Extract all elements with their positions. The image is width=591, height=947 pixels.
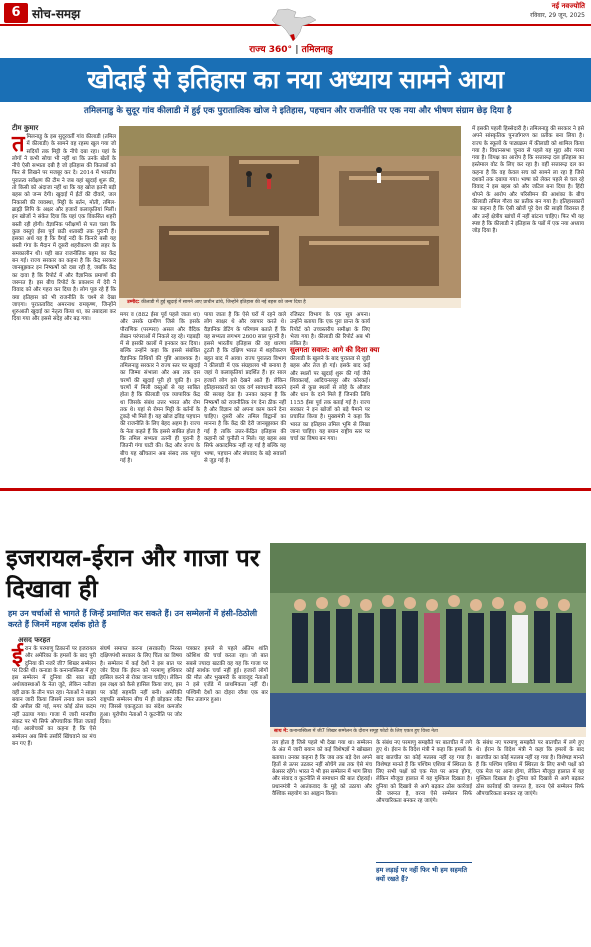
page-number: 6 bbox=[4, 3, 28, 23]
story2-column-4b: के संबंध नए परमाणु समझौते पर बातचीत में लगे हुए थे। ईरान के विदेश मंत्री ने कहा कि हमलों के बाद बातचीत का कोई मतलब नहीं रह गया है। विशेषज्ञ मानते हैं कि पश्चिम एशिया में स्थिरता के लिए सभी पक्षों को एक मेज पर आना होगा, लेकिन मौजूदा हालात में यह मुश्किल दिखता है। दुनिया को दिखावे से आगे बढ़कर ठोस कार्रवाई की जरूरत है, वरना ऐसे सम्मेलन सिर्फ औपचारिकता बनकर रह जाएंगे। bbox=[376, 740, 472, 805]
banner-separator-icon: | bbox=[295, 45, 299, 55]
excavation-photo bbox=[119, 126, 461, 298]
story2-pull-quote: हम लड़ाई पर नहीं फिर भी हम सहमति क्यों रखते हैं? bbox=[376, 862, 472, 884]
story2-column-3: पत्रकार हमले से पहले अंतिम शांति कोशिश की चर्चा करता रहा। जो बात सबसे ज्यादा खटकी वह यह कि गाजा पर कोई सार्थक चर्चा नहीं हुई। हजारों लोगों की मौत और भुखमरी के बावजूद नेताओं ने इसे एजेंडे में प्राथमिकता नहीं दी। पश्चिमी देशों का दोहरा रवैया एक बार फिर उजागर हुआ। bbox=[186, 646, 268, 704]
story1-column-5: कीलाडी के खुलने के बाद पुरातत्व से जुड़ी बहस और तेज हो गई। इसके बाद कई और स्थलों पर खुदाई शुरू की गई जैसे शिवकलई, आदिचनल्लूर और कोरकई। इनमें से कुछ स्थलों से लोहे के औजार और धान के दाने मिले हैं जिनकी तिथि 1155 ईसा पूर्व तक बताई गई है। राज्य सरकार ने इन खोजों को बड़े पैमाने पर प्रचारित किया है। मुख्यमंत्री ने कहा कि भारत का इतिहास तमिल भूमि से लिखा जाना चाहिए। यह बयान राष्ट्रीय स्तर पर चर्चा का विषय बन गया। bbox=[290, 356, 370, 443]
story2-column-1-text: रान के परमाणु ठिकानों पर इजरायल और अमेरिका के हमलों के बाद पूरी दुनिया की नजरें जी7 शिखर सम्मेलन पर टिकी थीं। कनाडा के कनानास्किस में हुए इस सम्मेलन में दुनिया की सात बड़ी अर्थव्यवस्थाओं के नेता जुटे, लेकिन नतीजा वही ढाक के तीन पात रहा। नेताओं ने साझा बयान जारी किया जिसमें तनाव कम करने की अपील की गई, मगर कोई ठोस कदम नहीं उठाया गया। गाजा में जारी मानवीय संकट पर भी सिर्फ औपचारिक चिंता जताई गई। आलोचकों का कहना है कि ऐसे सम्मेलन अब सिर्फ तस्वीरें खिंचवाने का मंच बन गए हैं। bbox=[12, 646, 97, 747]
story1-headline: खोदाई से इतिहास का नया अध्याय सामने आया bbox=[0, 58, 591, 102]
story1-byline: टीम कुमार bbox=[12, 124, 39, 132]
story2-caption-label: साथ में: bbox=[274, 729, 289, 734]
banner-label bbox=[216, 42, 366, 56]
story1-subhead: सुलगता सवाल: आगे की दिशा क्या bbox=[290, 346, 380, 354]
story1-column-3: पाया जाता है कि ऐसे घरों में रहने वाले लोग साक्षर थे और व्यापार करते थे। वैज्ञानिक डेटिंग के परिणाम बताते हैं कि यह सभ्यता लगभग 2600 साल पुरानी है। इससे भारतीय इतिहास की वह धारणा टूटती है कि दक्षिण भारत में शहरीकरण बहुत बाद में आया। राज्य पुरातत्व विभाग ने कीलाडी में एक संग्रहालय भी बनाया है जहां ये कलाकृतियां प्रदर्शित हैं। हर साल हजारों लोग इसे देखने आते हैं। लेकिन इतिहासकारों का एक वर्ग सावधानी बरतने की सलाह देता है। उनका कहना है कि निष्कर्षों को राजनीतिक रंग देना ठीक नहीं है और विज्ञान को अपना काम करने देना चाहिए। दूसरी ओर तमिल विद्वानों का मानना है कि केंद्र की देरी जानबूझकर की गई है ताकि उत्तर-केंद्रित इतिहास की कहानी को चुनौती न मिले। यह बहस अब सिर्फ अकादमिक नहीं रह गई है बल्कि यह भाषा, पहचान और संघवाद के बड़े सवालों से जुड़ गई है। bbox=[204, 312, 286, 464]
story2-byline: असद फरहत bbox=[18, 636, 51, 644]
brand-name: नई नवज्योति bbox=[551, 2, 585, 10]
story1-dropcap: त bbox=[12, 131, 25, 157]
date-line: रविवार, 29 जून, 2025 bbox=[530, 12, 585, 19]
story1-caption-text: कीलाडी में हुई खुदाई में सामने आए प्राचीन ढांचे, जिन्होंने इतिहास की नई बहस को जन्म दिया है bbox=[141, 300, 306, 305]
story1-caption-label: उम्मीद: bbox=[127, 300, 140, 305]
story1-photo-caption bbox=[119, 298, 461, 308]
story2-column-2: संघर्ष समाप्त करना (सरकारी) निरस्त दक्षिणपंथी सरकार के लिए चिंता का विषय है। सम्मेलन में कई देशों ने इस बात पर जोर दिया कि ईरान को परमाणु हथियार हासिल करने से रोका जाना चाहिए। लेकिन इस लक्ष्य को कैसे हासिल किया जाए, इस पर कोई सहमति नहीं बनी। अमेरिकी राष्ट्रपति सम्मेलन बीच में ही छोड़कर लौट गए जिससे एकजुटता का संदेश कमजोर हुआ। यूरोपीय नेताओं ने कूटनीति पर जोर दिया। bbox=[100, 646, 182, 725]
story2-column-5: के संबंध नए परमाणु समझौते पर बातचीत में लगे हुए थे। ईरान के विदेश मंत्री ने कहा कि हमलों के बाद बातचीत का कोई मतलब नहीं रह गया है। विशेषज्ञ मानते हैं कि पश्चिम एशिया में स्थिरता के लिए सभी पक्षों को एक मेज पर आना होगा, लेकिन मौजूदा हालात में यह मुश्किल दिखता है। दुनिया को दिखावे से आगे बढ़कर ठोस कार्रवाई की जरूरत है, वरना ऐसे सम्मेलन सिर्फ औपचारिकता बनकर रह जाएंगे। bbox=[476, 740, 584, 798]
story2-column-4: तय होता है जिसे पहले भी देखा गया था। सम्मेलन के अंत में जारी बयान को कई विशेषज्ञों ने खोखला बताया। उनका कहना है कि जब तक बड़े देश अपने हितों से ऊपर उठकर नहीं सोचेंगे तब तक ऐसे मंच बेअसर रहेंगे। भारत ने भी इस सम्मेलन में भाग लिया और संवाद व कूटनीति से समाधान की बात दोहराई। प्रधानमंत्री ने आतंकवाद के मुद्दे को उठाया और वैश्विक सहयोग का आह्वान किया। bbox=[272, 740, 372, 798]
story2-column-1 bbox=[12, 643, 97, 942]
story2-caption-text: कनानास्किस में जी7 शिखर सम्मेलन के दौरान समूह फोटो के लिए एकत्र हुए विश्व नेता bbox=[289, 729, 438, 734]
story2-photo-caption bbox=[270, 727, 586, 737]
banner-state: तमिलनाडु bbox=[301, 45, 333, 55]
section-divider bbox=[0, 488, 591, 491]
story1-column-6: में इसकी पहली हिस्सेदारी है। तमिलनाडु की सरकार ने इसे अपने सांस्कृतिक पुनर्जागरण का प्रतीक बना लिया है। राज्य के स्कूलों के पाठ्यक्रम में कीलाडी को शामिल किया गया है। विधानसभा चुनाव से पहले यह मुद्दा और गरमा गया है। विपक्ष का आरोप है कि सत्तारूढ़ दल इतिहास का इस्तेमाल वोट के लिए कर रहा है। वहीं सत्तारूढ़ दल का कहना है कि वह केवल सच को सामने ला रहा है जिसे दशकों तक दबाया गया। भाषा को लेकर पहले से चल रहे विवाद ने इस बहस को और जटिल बना दिया है। हिंदी थोपने के आरोप और परिसीमन की आशंका के बीच कीलाडी तमिल गौरव का प्रतीक बन गया है। इतिहासकारों का कहना है कि ऐसी खोजें पूरे देश की साझी विरासत हैं और उन्हें क्षेत्रीय खांचों में नहीं बांटना चाहिए। फिर भी यह स्पष्ट है कि कीलाडी ने इतिहास के पन्नों में एक नया अध्याय जोड़ दिया है। bbox=[472, 126, 584, 235]
banner-prefix: राज्य 360° bbox=[249, 45, 293, 55]
story1-column-2: मगर व (882 ईसा पूर्व पहले जाता था) और उसके ग्रामीण जिसे कि इसके पौराणिक (परम्परा) असल और वैदिक लेखन परंपराओं में निकले रह रहे। गड़बड़ी में से इसकी कालों में इनकार कर दिया। बल्कि उन्होंने कहा कि इससे संबंधित वैज्ञानिक तिथियों की पुष्टि आवश्यक है। तमिलनाडु सरकार ने राज्य स्तर पर खुदाई का जिम्मा संभाला और अब तक दस चरणों की खुदाई पूरी हो चुकी है। इन चरणों में मिली वस्तुओं से यह साबित होता है कि कीलाडी एक व्यापारिक केंद्र था जिसके संबंध उत्तर भारत और रोम तक थे। यहां से रोमन मिट्टी के बर्तनों के टुकड़े भी मिले हैं। यह खोज द्रविड़ पहचान की राजनीति के लिए बेहद अहम है। राज्य के नेता कहते हैं कि इससे साबित होता है कि तमिल सभ्यता उतनी ही पुरानी है जितनी गंगा घाटी की। केंद्र और राज्य के बीच यह खींचतान अब संसद तक पहुंच गई है। bbox=[120, 312, 200, 464]
story1-deck: तमिलनाडु के सुदूर गांव कीलाडी में हुई एक पुरातात्विक खोज ने इतिहास, पहचान और राजनीति पर एक नया और भीषण संग्राम छेड़ दिया है bbox=[84, 106, 512, 116]
publication-info bbox=[530, 2, 585, 20]
story2-headline: इजरायल-ईरान और गाजा पर दिखावा ही bbox=[6, 544, 260, 603]
story2-deck: हम उन चर्चाओं से भागते हैं जिन्हें प्रमाणित कर सकते हैं। उन सम्मेलनों में हंसी-ठिठोली करते हैं जिनमें महज दर्शक होते हैं bbox=[8, 609, 258, 629]
story1-column-1-text: मिलनाडु के इस सुदूरवर्ती गांव कीलाडी (तमिल में कीलाडी) के सामने वह रहस्य खुल गया जो सदियों तक मिट्टी के नीचे दबा रहा। यहां के लोगों ने कभी सोचा भी नहीं था कि उनके खेतों के नीचे ऐसी सभ्यता दबी है जो इतिहास की किताबों को फिर से लिखने पर मजबूर कर दे। 2014 में भारतीय पुरातत्व सर्वेक्षण की टीम ने जब यहां खुदाई शुरू की, तो किसी को अंदाजा नहीं था कि यह खोज इतनी बड़ी बहस को जन्म देगी। खुदाई में ईंटों की दीवारें, जल निकासी की व्यवस्था, मिट्टी के बर्तन, मोती, तमिल-ब्राह्मी लिपि के अक्षर और हजारों कलाकृतियां मिलीं। इन खोजों ने संकेत दिया कि यहां एक विकसित शहरी बस्ती रही होगी। वैज्ञानिक परीक्षणों से पता चला कि कुछ वस्तुएं ईसा पूर्व छठी शताब्दी तक पुरानी हैं। इसका अर्थ यह है कि वैगई नदी के किनारे बसी यह बस्ती गंगा के मैदान में दूसरी शहरीकरण की लहर के समकालीन थी। यही बात राजनीतिक बहस का केंद्र बन गई। राज्य सरकार का कहना है कि केंद्र सरकार जानबूझकर इन निष्कर्षों को दबा रही है, जबकि केंद्र का दावा है कि रिपोर्ट में और वैज्ञानिक प्रमाणों की जरूरत है। इस बीच रिपोर्ट के प्रकाशन में देरी ने विवाद को और गहरा कर दिया है। लोग पूछ रहे हैं कि क्या इतिहास को भी राजनीति के चश्मे से देखा जाएगा। पुरातत्वविद अमरनाथ रामकृष्ण, जिन्होंने शुरुआती खुदाई का नेतृत्व किया था, का तबादला कर दिया गया और इससे संदेह और बढ़ गया। bbox=[12, 134, 116, 323]
story1-column-4: रजिस्टर विभाग के एक सूत्र अपना। उन्होंने बताया कि एक पुरा प्रान्त के कार्य रिपोर्ट को उच्चस्तरीय समीक्षा के लिए भेजा गया है। कीलाडी की रिपोर्ट अब भी लंबित है। bbox=[290, 312, 370, 348]
section-title: सोच-समझ bbox=[32, 7, 81, 21]
story2-dropcap: ई bbox=[12, 643, 23, 669]
g7-summit-photo bbox=[270, 543, 586, 727]
story1-column-1 bbox=[12, 131, 116, 484]
